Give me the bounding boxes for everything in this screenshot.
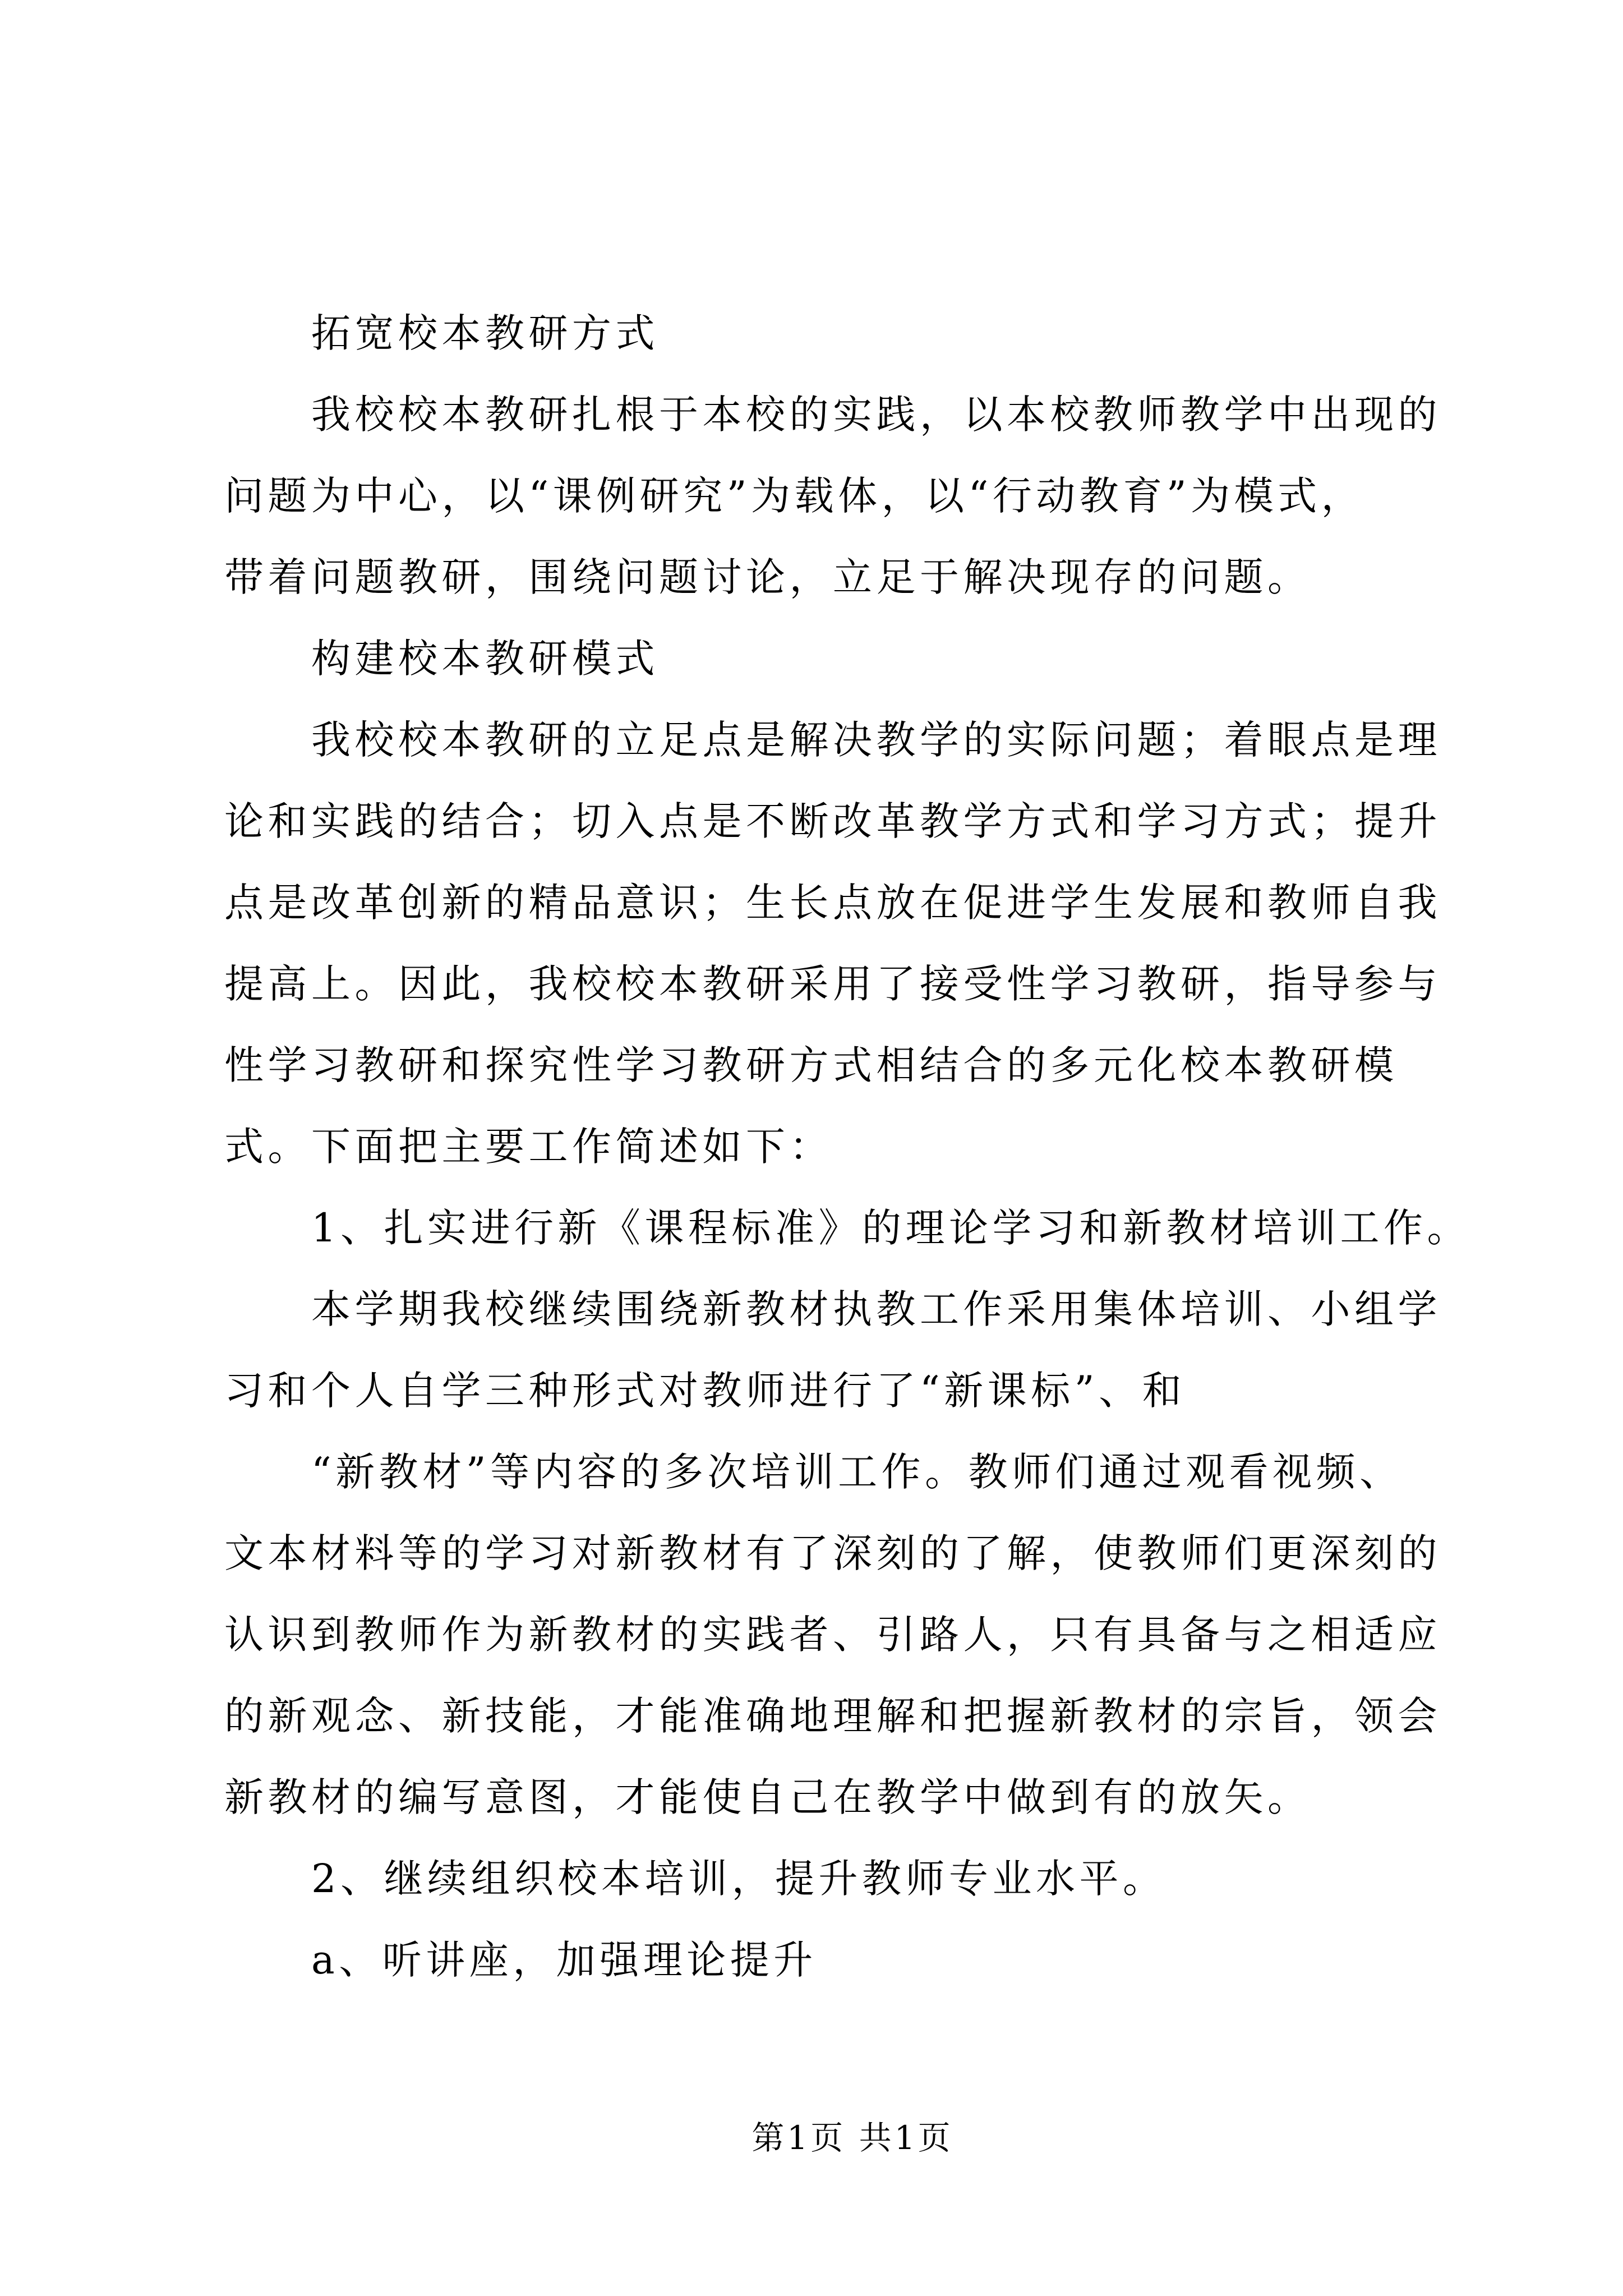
body-line: 拓宽校本教研方式	[311, 310, 659, 356]
body-line: 问题为中心，以“课例研究”为载体，以“行动教育”为模式，	[224, 473, 1365, 519]
body-line: 式。下面把主要工作简述如下：	[224, 1124, 833, 1170]
body-line: 论和实践的结合；切入点是不断改革教学方式和学习方式；提升	[224, 798, 1441, 844]
body-line: 带着问题教研，围绕问题讨论，立足于解决现存的问题。	[224, 554, 1311, 600]
body-line: 我校校本教研的立足点是解决教学的实际问题；着眼点是理	[311, 717, 1441, 763]
body-line: 点是改革创新的精品意识；生长点放在促进学生发展和教师自我	[224, 880, 1441, 926]
body-line: 认识到教师作为新教材的实践者、引路人，只有具备与之相适应	[224, 1612, 1441, 1658]
body-line: a、听讲座，加强理论提升	[311, 1937, 817, 1983]
page-number-footer: 第1页 共1页	[751, 2119, 953, 2157]
body-line: 提高上。因此，我校校本教研采用了接受性学习教研，指导参与	[224, 961, 1441, 1007]
body-line: 2、继续组织校本培训，提升教师专业水平。	[311, 1856, 1166, 1902]
body-line: 构建校本教研模式	[311, 636, 659, 682]
body-line: 性学习教研和探究性学习教研方式相结合的多元化校本教研模	[224, 1042, 1398, 1088]
body-line: 习和个人自学三种形式对教师进行了“新课标”、和	[224, 1368, 1186, 1414]
body-line: 本学期我校继续围绕新教材执教工作采用集体培训、小组学	[311, 1286, 1441, 1332]
body-line: 我校校本教研扎根于本校的实践，以本校教师教学中出现的	[311, 392, 1441, 438]
body-line: 1、扎实进行新《课程标准》的理论学习和新教材培训工作。	[311, 1205, 1471, 1251]
body-line: 的新观念、新技能，才能准确地理解和把握新教材的宗旨，领会	[224, 1693, 1441, 1739]
document-body	[224, 293, 1492, 2001]
body-line: 新教材的编写意图，才能使自己在教学中做到有的放矢。	[224, 1774, 1311, 1820]
body-line: 文本材料等的学习对新教材有了深刻的了解，使教师们更深刻的	[224, 1530, 1441, 1576]
body-line: “新教材”等内容的多次培训工作。教师们通过观看视频、	[311, 1449, 1403, 1495]
